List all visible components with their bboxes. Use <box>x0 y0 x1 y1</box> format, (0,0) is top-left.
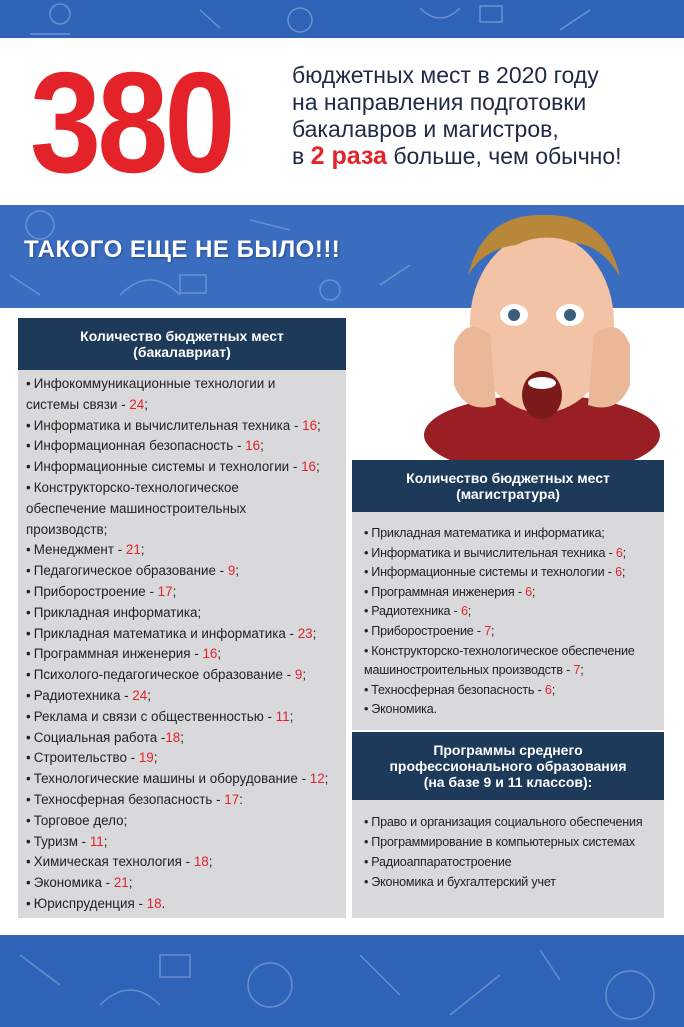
item-count: 16 <box>245 438 261 454</box>
hero-description <box>292 62 672 170</box>
item-end: ; <box>302 667 307 683</box>
item-count: 6 <box>615 545 623 560</box>
list-item: • Прикладная математика и информатика - 23; <box>26 625 317 641</box>
list-item: • Информатика и вычислительная техника - 6; <box>364 545 626 560</box>
item-end: ; <box>208 854 213 870</box>
list-item: • Экономика. <box>364 702 437 717</box>
item-name: Техносферная безопасность <box>371 682 535 697</box>
item-count: 19 <box>138 750 154 766</box>
list-item: • Химическая технология - 18; <box>26 854 213 870</box>
hero-line-pre: в <box>292 143 311 169</box>
bachelor-list <box>18 370 346 918</box>
hero-line <box>292 143 672 170</box>
item-name: Информатика и вычислительная техника <box>371 545 606 560</box>
item-end: ; <box>622 545 626 560</box>
item-end: ; <box>103 833 108 849</box>
item-name: Туризм <box>33 833 78 849</box>
item-end: ; <box>531 584 536 599</box>
hero-line-post: больше, чем обычно! <box>386 143 622 169</box>
master-title-line: (магистратура) <box>456 486 560 502</box>
bachelor-title-line: Количество бюджетных мест <box>80 328 284 344</box>
item-count: 24 <box>129 396 145 412</box>
item-name: Инфокоммуникационные технологии и <box>33 376 276 391</box>
master-title-line: Количество бюджетных мест <box>406 470 610 486</box>
bachelor-panel-header <box>18 318 346 370</box>
list-item: • Торговое дело; <box>26 812 128 828</box>
item-count: 17 <box>157 583 173 599</box>
item-end: ; <box>289 708 294 724</box>
item-name: Информационные системы и технологии <box>371 565 605 580</box>
item-name: Радиотехника <box>33 687 121 703</box>
list-item: • Социальная работа -18; <box>26 729 184 745</box>
list-item: • Психолого-педагогическое образование - 9; <box>26 667 307 683</box>
surprised-boy-photo <box>424 205 664 460</box>
top-pattern-band <box>0 0 684 38</box>
list-item: • Программная инженерия - 6; <box>364 584 536 599</box>
item-name: Реклама и связи с общественностью <box>33 708 264 724</box>
item-name: Право и организация социального обеспечения <box>371 815 643 829</box>
list-item: • Технологические машины и оборудование - 12; <box>26 771 329 787</box>
spo-title-line: Программы среднего <box>433 742 583 758</box>
item-count: 9 <box>294 667 303 683</box>
item-name: Социальная работа <box>33 729 158 745</box>
item-name: производств; <box>26 521 108 537</box>
item-name: системы связи <box>26 396 118 412</box>
hero-number: 380 <box>30 43 232 204</box>
item-end: . <box>161 895 166 911</box>
list-item: • Инфокоммуникационные технологии и системы связи - 24; <box>26 376 276 412</box>
item-end: ; <box>324 771 329 787</box>
item-count: 6 <box>544 682 552 697</box>
item-end: ; <box>180 729 184 745</box>
list-item: • Информатика и вычислительная техника - 16; <box>26 417 321 433</box>
item-name: Конструкторско-технологическое обеспечение <box>371 643 635 658</box>
item-name: Информационная безопасность <box>33 438 234 454</box>
item-end: ; <box>317 417 321 433</box>
item-end: ; <box>551 682 555 697</box>
master-list <box>352 512 664 730</box>
list-item: • Радиотехника - 6; <box>364 604 472 619</box>
hero-highlight: 2 раза <box>310 142 387 170</box>
bottom-pattern-band <box>0 935 684 1027</box>
item-count: 18 <box>193 854 209 870</box>
item-end: ; <box>172 583 177 599</box>
list-item: • Реклама и связи с общественностью - 11; <box>26 708 294 724</box>
list-item: • Приборостроение - 7; <box>364 623 495 638</box>
item-name: Прикладная информатика; <box>33 604 202 620</box>
list-item: • Конструкторско-технологическое обеспечение машиностроительных производств - 7; <box>364 643 635 678</box>
item-name: Информационные системы и технологии <box>33 459 290 475</box>
item-name: Торговое дело; <box>33 812 128 828</box>
doodle-pattern <box>0 0 684 38</box>
list-item: • Радиотехника - 24; <box>26 687 151 703</box>
item-count: 18 <box>165 729 181 745</box>
hero-line: на направления подготовки <box>292 89 587 115</box>
list-item: • Информационные системы и технологии - 6; <box>364 565 626 580</box>
bachelor-title-line: (бакалавриат) <box>133 344 231 360</box>
list-item: • Радиоаппаратостроение <box>364 855 512 869</box>
spo-list <box>352 800 664 918</box>
item-count: 12 <box>309 771 325 787</box>
spo-title-line: профессионального образования <box>389 758 627 774</box>
item-name: Радиоаппаратостроение <box>371 855 512 869</box>
item-count: 16 <box>302 417 318 433</box>
item-name: Менеджмент <box>33 542 114 558</box>
item-end: ; <box>147 687 151 703</box>
item-name: Педагогическое образование <box>33 563 216 579</box>
list-item: • Экономика - 21; <box>26 875 133 891</box>
list-item: • Прикладная математика и информатика; <box>364 526 605 540</box>
item-name: Технологические машины и оборудование <box>33 771 298 787</box>
item-name: Психолого-педагогическое образование <box>33 667 283 683</box>
doodle-pattern <box>0 935 684 1027</box>
item-name: Экономика <box>33 875 102 891</box>
list-item: • Право и организация социального обеспечения <box>364 815 643 829</box>
item-count: 18 <box>146 895 162 911</box>
item-end: ; <box>580 663 584 678</box>
spo-panel-header <box>352 732 664 800</box>
list-item: • Строительство - 19; <box>26 750 158 766</box>
item-end: ; <box>144 396 148 412</box>
list-item: • Программирование в компьютерных системах <box>364 835 635 849</box>
item-name: Конструкторско-технологическое <box>33 479 239 495</box>
item-name: Программная инженерия <box>33 646 191 662</box>
hero-line: бюджетных мест в 2020 году <box>292 62 599 88</box>
list-item: • Юриспруденция - 18. <box>26 895 166 911</box>
item-count: 6 <box>525 584 532 599</box>
item-end: ; <box>312 625 317 641</box>
list-item: • Педагогическое образование - 9; <box>26 563 240 579</box>
item-name: Прикладная математика и информатика <box>33 625 286 641</box>
item-end: ; <box>217 646 222 662</box>
item-count: 11 <box>89 833 104 849</box>
item-end: ; <box>621 565 626 580</box>
item-name: Экономика и бухгалтерский учет <box>371 875 556 889</box>
list-item: • Конструкторско-технологическое обеспечение машиностроительных производств; <box>26 479 247 537</box>
item-end: ; <box>153 750 158 766</box>
item-name: Юриспруденция <box>33 895 135 911</box>
list-item: • Прикладная информатика; <box>26 604 202 620</box>
list-item: • Менеджмент - 21; <box>26 542 145 558</box>
item-end: ; <box>235 563 240 579</box>
item-end: ; <box>315 459 320 475</box>
item-name: Химическая технология <box>33 854 182 870</box>
item-name: Прикладная математика и информатика; <box>371 526 605 540</box>
item-count: 24 <box>132 687 148 703</box>
item-name: Строительство <box>33 750 127 766</box>
item-name: Приборостроение <box>371 623 474 638</box>
list-item: • Информационная безопасность - 16; <box>26 438 264 454</box>
list-item: • Туризм - 11; <box>26 833 108 849</box>
master-panel-header <box>352 460 664 512</box>
item-end: ; <box>260 438 264 454</box>
item-name: Программирование в компьютерных системах <box>371 835 635 849</box>
item-end: : <box>239 791 243 807</box>
item-count: 6 <box>615 565 622 580</box>
item-count: 21 <box>113 875 129 891</box>
hero-line: бакалавров и магистров, <box>292 116 559 142</box>
spo-title-line: (на базе 9 и 11 классов): <box>423 774 593 790</box>
item-end: ; <box>128 875 133 891</box>
list-item: • Экономика и бухгалтерский учет <box>364 875 556 889</box>
item-count: 6 <box>460 604 468 619</box>
item-end: ; <box>491 623 495 638</box>
item-name: Информатика и вычислительная техника <box>33 417 291 433</box>
item-name: Техносферная безопасность <box>33 791 213 807</box>
list-item: • Информационные системы и технологии - 16; <box>26 459 320 475</box>
item-name: Программная инженерия <box>371 584 515 599</box>
item-name: обеспечение машиностроительных <box>26 500 247 516</box>
slogan: ТАКОГО ЕЩЕ НЕ БЫЛО!!! <box>24 236 341 263</box>
list-item: • Программная инженерия - 16; <box>26 646 222 662</box>
item-count: 11 <box>275 708 290 724</box>
item-end: ; <box>140 542 145 558</box>
item-count: 7 <box>573 663 581 678</box>
item-count: 7 <box>484 623 492 638</box>
list-item: • Техносферная безопасность - 17: <box>26 791 243 807</box>
item-name: Приборостроение <box>33 583 146 599</box>
item-name: Радиотехника <box>371 604 451 619</box>
item-count: 9 <box>227 563 236 579</box>
item-count: 16 <box>301 459 316 475</box>
list-item: • Приборостроение - 17; <box>26 583 177 599</box>
item-count: 21 <box>125 542 141 558</box>
item-count: 17 <box>224 791 240 807</box>
item-end: ; <box>467 604 472 619</box>
item-count: 16 <box>202 646 218 662</box>
item-name: Экономика. <box>371 702 437 717</box>
item-name: машиностроительных производств <box>364 663 563 678</box>
item-count: 23 <box>297 625 313 641</box>
list-item: • Техносферная безопасность - 6; <box>364 682 555 697</box>
